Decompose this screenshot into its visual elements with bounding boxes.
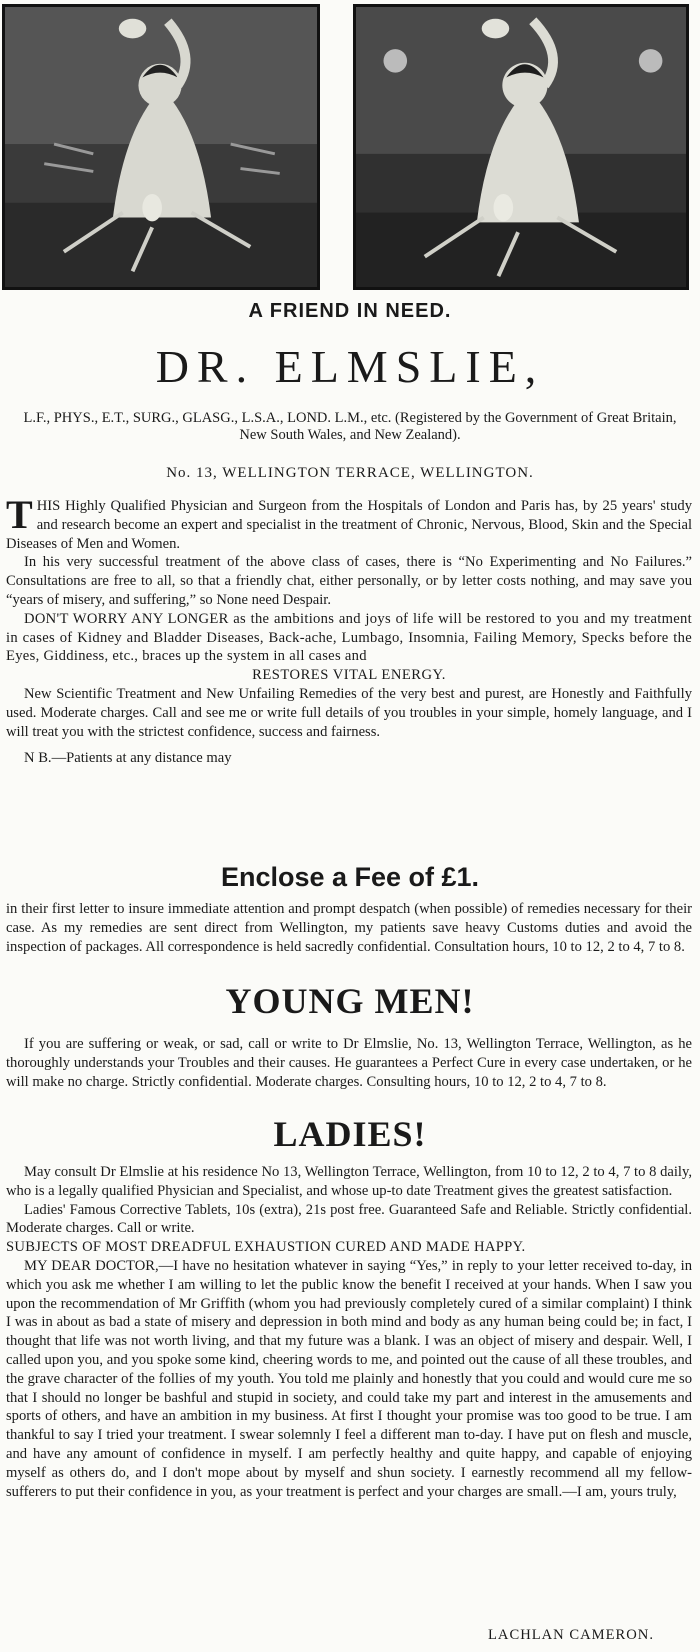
intro-paragraph: THIS Highly Qualified Physician and Surgeon from the Hospitals of London and Paris has, by 25 years' study and research become an expert and specialist in the treatment of Chronic, Nervous, Blood, Skin and the Special Diseases of Men and Women. bbox=[6, 492, 692, 552]
ladies-consult-paragraph: May consult Dr Elmslie at his residence No 13, Wellington Terrace, Wellington, from 10 to 12, 2 to 4, 7 to 8 daily, who is a legally qualified Physician and Specialist, and whose up-to date Treatment gives the greatest satisfaction. bbox=[6, 1164, 692, 1199]
young-men-paragraph: If you are suffering or weak, or sad, call or write to Dr Elmslie, No. 13, Wellington Terrace, Wellington, as he thoroughly understands your Troubles and their causes. He guarantees a Perfect Cure in every case undertaken, or he will make no charge. Strictly confidential. Moderate charges. Consulting hours, 10 to 12, 2 to 4, 7 to 8. bbox=[6, 1036, 692, 1090]
woodcut-illustration-right bbox=[353, 4, 689, 290]
restores-vital-energy-line: RESTORES VITAL ENERGY. bbox=[252, 667, 446, 684]
address-line: No. 13, WELLINGTON TERRACE, WELLINGTON. bbox=[166, 465, 534, 481]
fee-paragraph: in their first letter to insure immediate attention and prompt despatch (when possible) of remedies necessary for their case. As my remedies are sent direct from Wellington, my patients save heavy Customs duties and avoid the inspection of packages. All correspondence is held sacredly confidential. Consultation hours, 10 to 12, 2 to 4, 7 to 8. bbox=[6, 901, 692, 955]
drop-cap-letter: T bbox=[6, 492, 33, 537]
dont-worry-paragraph: DON'T WORRY ANY LONGER as the ambitions and joys of life will be restored to you and my treatment in cases of Kidney and Bladder Diseases, Back-ache, Lumbago, Insomnia, Failing Memory, Specks before the Eyes, Giddiness, etc., braces up the system in all cases and bbox=[6, 610, 692, 665]
testimonial-signature: LACHLAN CAMERON. bbox=[488, 1627, 654, 1643]
doctor-name-title: DR. ELMSLIE, bbox=[155, 341, 545, 392]
fee-section bbox=[6, 900, 692, 956]
nb-line: N B.—Patients at any distance may bbox=[24, 750, 232, 767]
treatment-paragraph: New Scientific Treatment and New Unfailing Remedies of the very best and purest, are Honestly and Faithfully used. Moderate charges. Call and see me or write full details of you troubles in your simple, homely language, and I will treat you with the strictest confidence, success and fairness. bbox=[6, 685, 692, 740]
tagline: A FRIEND IN NEED. bbox=[248, 300, 452, 322]
fee-heading: Enclose a Fee of £1. bbox=[220, 862, 480, 892]
woodcut-illustration-left bbox=[2, 4, 320, 290]
woman-with-torch-illustration bbox=[356, 7, 686, 287]
intro-section bbox=[6, 492, 692, 768]
young-men-heading: YOUNG MEN! bbox=[225, 981, 475, 1021]
young-men-section bbox=[6, 1035, 692, 1091]
experimenting-paragraph: In his very successful treatment of the above class of cases, there is “No Experimenting and No Failures.” Consultations are free to all, so that a friendly chat, either personally, or by letter costs nothing, and may save you “years of misery, and suffering,” so None need Despair. bbox=[6, 554, 692, 608]
testimonial-letter: MY DEAR DOCTOR,—I have no hesitation whatever in saying “Yes,” in reply to your letter received to-day, in which you ask me whether I am willing to let the public know the benefit I received at your hands. When I saw you upon the recommendation of Mr Griffith (whom you had previously completely cured of a similar complaint) I think I was in about as bad a state of misery and depression in both mind and body as any human being could be; in fact, I thought that life was not worth living, and that my future was a blank. I was an object of misery and despair. Well, I called upon you, and you spoke some kind, cheering words to me, and pointed out the cause of all these troubles, and the grave character of the follies of my youth. You told me plainly and honestly that you could and would cure me so that I should no longer be bashful and stupid in society, and could take my part and interest in the amusements and sports of others, and have an ambition in my business. At first I thought your promise was too good to be true. I am thankful to say I tried your treatment. I swear solemnly I feel a different man to-day. I have put on flesh and muscle, and have any amount of confidence in myself. I am perfectly healthy and quite happy, and capable of enjoying myself as others do, and I don't mope about by myself and shun society. I earnestly recommend all my fellow-sufferers to put their confidence in you, as your treatment is perfect and your charges are small.—I am, yours truly, bbox=[6, 1257, 692, 1500]
subjects-cured-line: SUBJECTS OF MOST DREADFUL EXHAUSTION CURED AND MADE HAPPY. bbox=[6, 1239, 526, 1256]
ladies-tablets-paragraph: Ladies' Famous Corrective Tablets, 10s (extra), 21s post free. Guaranteed Safe and Reliable. Strictly confidential. Moderate charges. Call or write. bbox=[6, 1201, 692, 1237]
ladies-section bbox=[6, 1163, 692, 1501]
qualifications-text: L.F., PHYS., E.T., SURG., GLASG., L.S.A., LOND. L.M., etc. (Registered by the Government of Great Britain, New South Wales, and New Zealand). bbox=[23, 410, 677, 443]
woman-with-torch-illustration bbox=[5, 7, 317, 287]
ladies-heading: LADIES! bbox=[273, 1114, 427, 1154]
